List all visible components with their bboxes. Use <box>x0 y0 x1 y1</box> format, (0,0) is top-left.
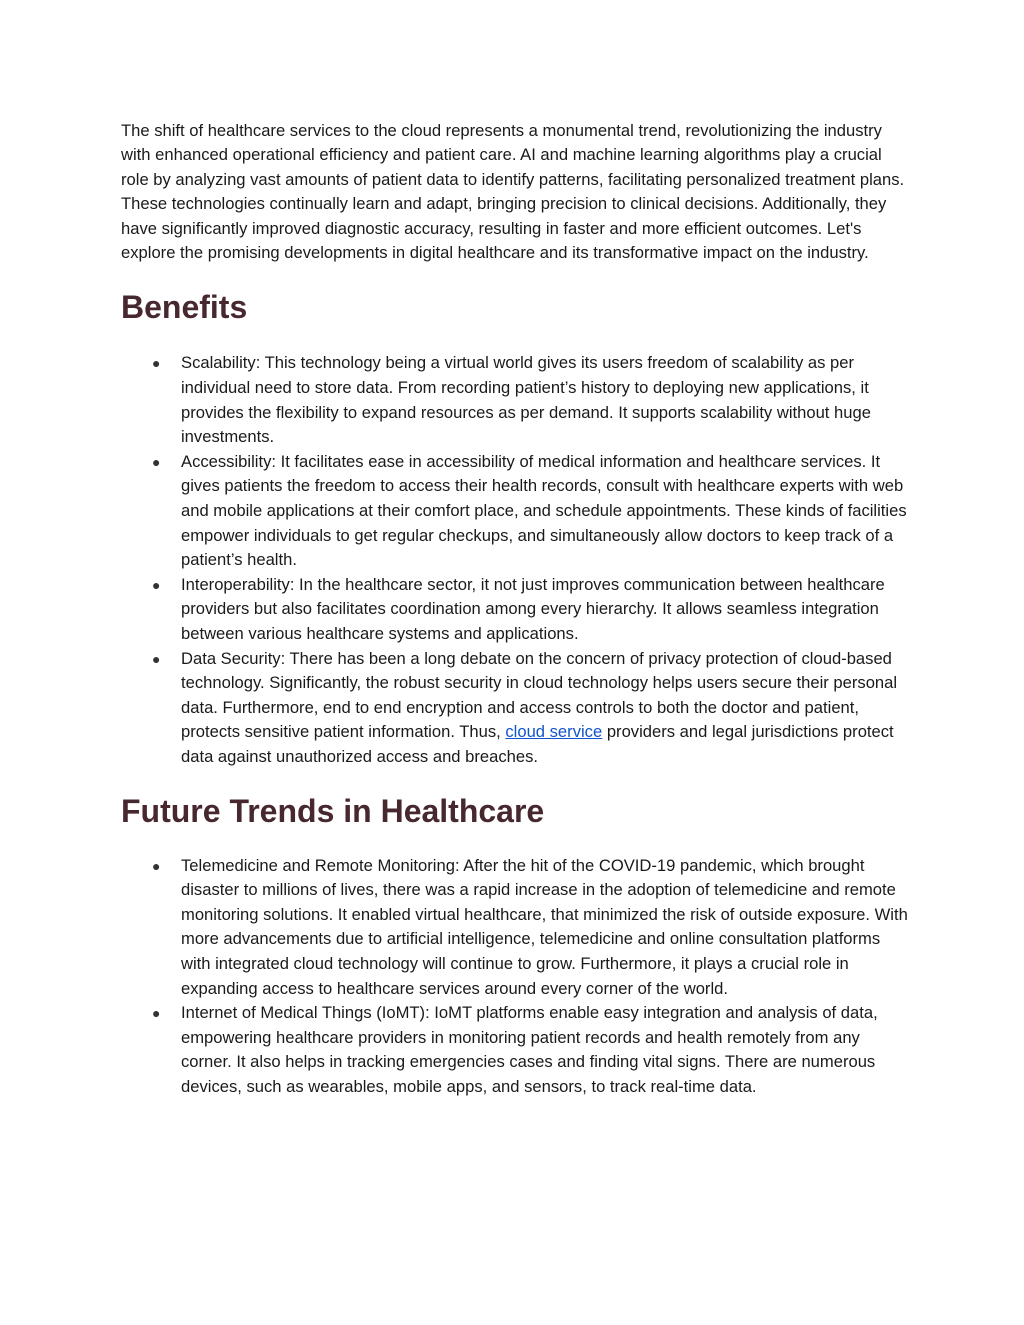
benefit-text-data-security-end: providers and legal jurisdictions protect data against unauthorized access and breaches. <box>181 722 894 766</box>
benefit-text-data-security-start: Data Security: There has been a long debate on the concern of privacy protection of cloud-based technology. Significantly, the robust security in cloud technology helps users secure their personal data. Furthermore, end to end encryption and access controls to both the doctor and patient, protects sensitive patient information. Thus, <box>181 648 898 742</box>
trend-text-telemedicine: Telemedicine and Remote Monitoring: After the hit of the COVID-19 pandemic, which brought disaster to millions of lives, there was a rapid increase in the adoption of telemedicine and remote monitoring solutions. It enabled virtual healthcare, that minimized the risk of outside exposure. With more advancements due to artificial intelligence, telemedicine and online consultation platforms with integrated cloud technology will continue to grow. Furthermore, it plays a crucial role in expanding access to healthcare services around every corner of the world. <box>181 855 908 998</box>
future-trends-list <box>121 854 911 1100</box>
bullet-icon: ● <box>152 355 161 372</box>
benefit-text-interoperability: Interoperability: In the healthcare sector, it not just improves communication between healthcare providers but also facilitates coordination among every hierarchy. It allows seamless integration between various healthcare systems and applications. <box>181 574 885 643</box>
trend-item-telemedicine <box>121 854 911 1002</box>
future-trends-heading: Future Trends in Healthcare <box>121 792 545 829</box>
benefit-item-interoperability <box>121 573 911 647</box>
cloud-service-link[interactable]: cloud service <box>505 722 603 742</box>
trend-item-iomt <box>121 1001 911 1099</box>
benefit-item-scalability <box>121 351 911 449</box>
bullet-icon: ● <box>152 453 161 470</box>
benefit-item-data-security <box>121 647 911 770</box>
benefits-heading: Benefits <box>121 289 248 326</box>
trend-text-iomt: Internet of Medical Things (IoMT): IoMT platforms enable easy integration and analysis of data, empowering healthcare providers in monitoring patient records and health remotely from any corner. It also helps in tracking emergencies cases and finding vital signs. There are numerous devices, such as wearables, mobile apps, and sensors, to track real-time data. <box>181 1003 878 1096</box>
benefits-list <box>121 351 911 769</box>
document-page <box>121 119 911 1099</box>
benefit-item-accessibility <box>121 450 911 573</box>
benefit-text-accessibility: Accessibility: It facilitates ease in accessibility of medical information and healthcare services. It gives patients the freedom to access their health records, consult with healthcare experts with web and mobile applications at their comfort place, and schedule appointments. These kinds of facilities empower individuals to get regular checkups, and simultaneously allow doctors to keep track of a patient’s health. <box>181 451 907 570</box>
bullet-icon: ● <box>152 650 161 667</box>
bullet-icon: ● <box>152 857 161 874</box>
benefit-text-scalability: Scalability: This technology being a virtual world gives its users freedom of scalability as per individual need to store data. From recording patient’s history to deploying new applications, it provides the flexibility to expand resources as per demand. It supports scalability without huge investments. <box>181 353 871 447</box>
intro-paragraph: The shift of healthcare services to the cloud represents a monumental trend, revolutionizing the industry with enhanced operational efficiency and patient care. AI and machine learning algorithms play a crucial role by analyzing vast amounts of patient data to identify patterns, facilitating personalized treatment plans. These technologies continually learn and adapt, bringing precision to clinical decisions. Additionally, they have significantly improved diagnostic accuracy, resulting in faster and more efficient outcomes. Let's explore the promising developments in digital healthcare and its transformative impact on the industry. <box>121 121 905 263</box>
bullet-icon: ● <box>152 576 161 593</box>
bullet-icon: ● <box>152 1005 161 1022</box>
